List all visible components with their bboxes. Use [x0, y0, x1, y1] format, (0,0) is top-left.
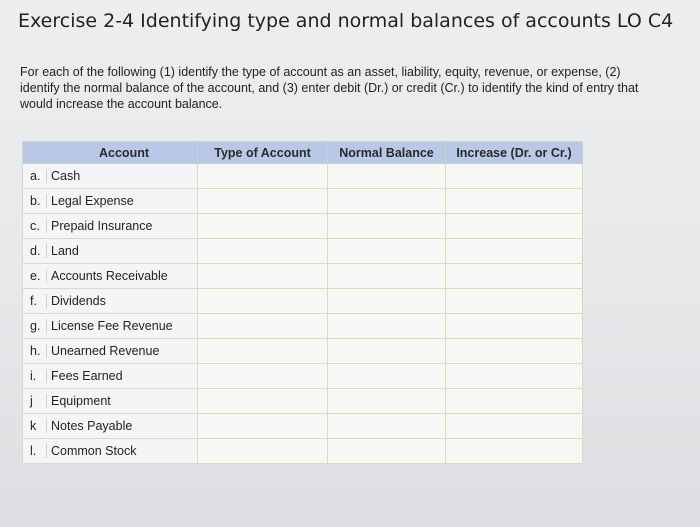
normal-balance-input[interactable] [328, 214, 446, 239]
account-name: Notes Payable [51, 419, 133, 433]
increase-input[interactable] [446, 239, 583, 264]
row-letter: b. [23, 194, 47, 208]
type-of-account-input[interactable] [198, 239, 328, 264]
normal-balance-input[interactable] [328, 289, 446, 314]
normal-balance-input[interactable] [328, 264, 446, 289]
increase-input[interactable] [446, 164, 583, 189]
row-letter: h. [23, 344, 47, 358]
increase-input[interactable] [446, 364, 583, 389]
increase-input[interactable] [446, 289, 583, 314]
increase-input[interactable] [446, 189, 583, 214]
account-cell [23, 414, 198, 439]
normal-balance-input[interactable] [328, 364, 446, 389]
account-cell [23, 214, 198, 239]
header-normal-balance: Normal Balance [328, 142, 446, 164]
table-body [23, 164, 583, 464]
account-name: Dividends [51, 294, 106, 308]
normal-balance-input[interactable] [328, 189, 446, 214]
accounts-table [22, 141, 583, 464]
account-name: Prepaid Insurance [51, 219, 153, 233]
account-name: Cash [51, 169, 81, 183]
account-name: Legal Expense [51, 194, 134, 208]
row-letter: j [23, 394, 47, 408]
type-of-account-input[interactable] [198, 189, 328, 214]
row-letter: e. [23, 269, 47, 283]
table-row [23, 289, 583, 314]
account-cell [23, 389, 198, 414]
account-cell [23, 289, 198, 314]
table-row [23, 364, 583, 389]
table-row [23, 439, 583, 464]
row-letter: c. [23, 219, 47, 233]
type-of-account-input[interactable] [198, 389, 328, 414]
table-row [23, 264, 583, 289]
row-letter: f. [23, 294, 47, 308]
type-of-account-input[interactable] [198, 264, 328, 289]
type-of-account-input[interactable] [198, 339, 328, 364]
account-name: Unearned Revenue [51, 344, 160, 358]
account-cell [23, 239, 198, 264]
account-cell [23, 189, 198, 214]
table-row [23, 189, 583, 214]
normal-balance-input[interactable] [328, 414, 446, 439]
table-row [23, 164, 583, 189]
normal-balance-input[interactable] [328, 389, 446, 414]
account-cell [23, 339, 198, 364]
account-cell [23, 164, 198, 189]
type-of-account-input[interactable] [198, 364, 328, 389]
header-account: Account [23, 142, 198, 164]
increase-input[interactable] [446, 339, 583, 364]
type-of-account-input[interactable] [198, 439, 328, 464]
row-letter: a. [23, 169, 47, 183]
row-letter: g. [23, 319, 47, 333]
table-row [23, 389, 583, 414]
normal-balance-input[interactable] [328, 339, 446, 364]
row-letter: l. [23, 444, 47, 458]
account-cell [23, 439, 198, 464]
table-row [23, 414, 583, 439]
account-cell [23, 314, 198, 339]
account-name: Equipment [51, 394, 111, 408]
account-name: Land [51, 244, 79, 258]
account-name: Common Stock [51, 444, 137, 458]
account-cell [23, 364, 198, 389]
row-letter: d. [23, 244, 47, 258]
type-of-account-input[interactable] [198, 314, 328, 339]
table-row [23, 339, 583, 364]
increase-input[interactable] [446, 414, 583, 439]
account-name: Accounts Receivable [51, 269, 168, 283]
normal-balance-input[interactable] [328, 239, 446, 264]
normal-balance-input[interactable] [328, 439, 446, 464]
table-row [23, 314, 583, 339]
increase-input[interactable] [446, 389, 583, 414]
increase-input[interactable] [446, 214, 583, 239]
account-name: Fees Earned [51, 369, 123, 383]
row-letter: k [23, 419, 47, 433]
exercise-title: Exercise 2-4 Identifying type and normal balances of accounts LO C4 [18, 10, 674, 32]
table-row [23, 239, 583, 264]
type-of-account-input[interactable] [198, 414, 328, 439]
increase-input[interactable] [446, 439, 583, 464]
normal-balance-input[interactable] [328, 164, 446, 189]
type-of-account-input[interactable] [198, 214, 328, 239]
increase-input[interactable] [446, 264, 583, 289]
table-header-row [23, 142, 583, 164]
increase-input[interactable] [446, 314, 583, 339]
account-name: License Fee Revenue [51, 319, 173, 333]
instructions-text: For each of the following (1) identify the type of account as an asset, liability, equity, revenue, or expense, (2) identify the normal balance of the account, and (3) enter debit (Dr.) or credit (Cr.) to identify the kind of entry that would increase the account balance. [20, 65, 639, 111]
accounts-table-container [22, 141, 582, 464]
header-type-of-account: Type of Account [198, 142, 328, 164]
account-cell [23, 264, 198, 289]
type-of-account-input[interactable] [198, 164, 328, 189]
header-increase: Increase (Dr. or Cr.) [446, 142, 583, 164]
type-of-account-input[interactable] [198, 289, 328, 314]
table-row [23, 214, 583, 239]
normal-balance-input[interactable] [328, 314, 446, 339]
row-letter: i. [23, 369, 47, 383]
